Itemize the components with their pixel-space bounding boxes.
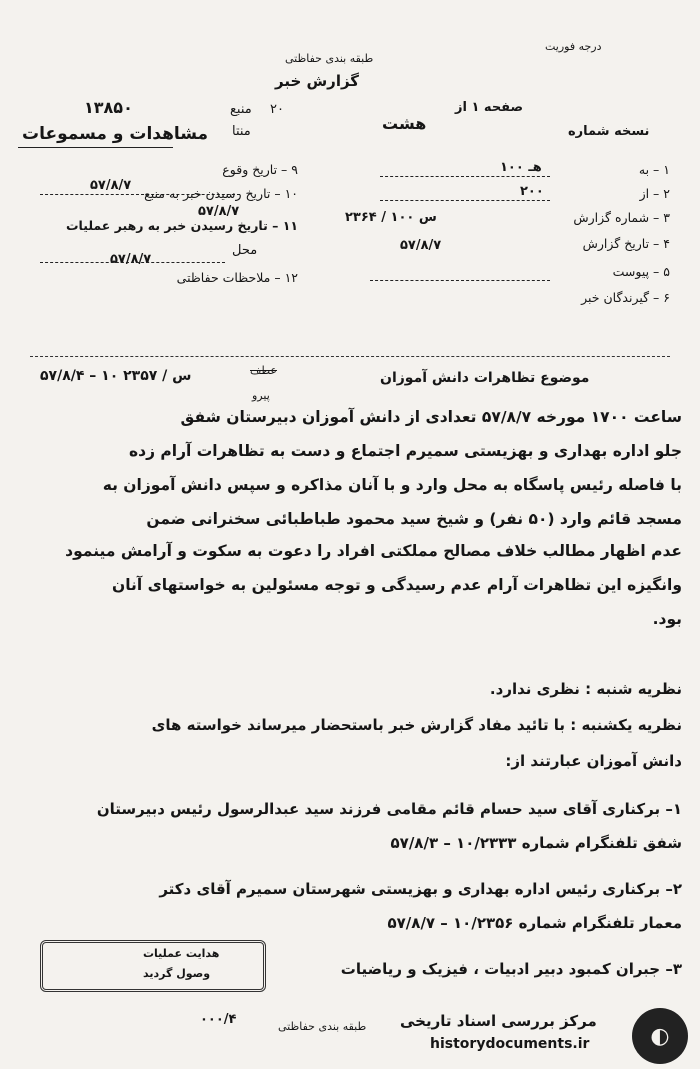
body-line-3: با فاصله رئیس پاسگاه به محل وارد و با آنان مذاکره و سپس دانش آموزان به [102, 476, 682, 494]
priority-label: درجه فوریت [545, 40, 602, 53]
demand-1-ref: شفق تلفنگرام شماره ۱۰/۲۳۳۳ – ۵۷/۸/۳ [390, 834, 682, 852]
receipt-stamp [40, 940, 266, 992]
demand-1: ۱– برکناری آقای سید حسام قائم مقامی فرزند سید عبدالرسول رئیس دبیرستان [96, 800, 682, 818]
watermark-fa: مرکز بررسی اسناد تاریخی [400, 1012, 597, 1030]
code-number: ۱۳۸۵۰ [84, 98, 133, 117]
left-field-11: ۱۱ – تاریخ رسیدن خبر به رهبر عملیات [65, 218, 298, 233]
left-field-place-value: ۵۷/۸/۷ [110, 252, 152, 267]
demand-2-ref: معمار تلفنگرام شماره ۱۰/۲۳۵۶ – ۵۷/۸/۷ [387, 914, 682, 932]
right-field-2-value: ۲۰۰ [520, 184, 544, 199]
page-label: صفحه ۱ از [455, 100, 524, 115]
region-label: منتا [232, 124, 251, 139]
opinion-sunday-cont: دانش آموزان عبارتند از: [505, 752, 682, 770]
form-title: گزارش خبر [275, 72, 360, 90]
subject-ref-number: ۵۷/۸/۴ – ۱۰ س / ۲۳۵۷ [40, 368, 192, 384]
copy-number-label: نسخه شماره [568, 124, 650, 139]
left-field-place-line [40, 262, 225, 263]
left-field-10-value: ۵۷/۸/۷ [198, 204, 240, 219]
follow-label: پیرو [252, 389, 270, 402]
right-field-5-line [370, 280, 550, 281]
source-value: ۲۰ [270, 102, 284, 117]
left-field-place: محل [232, 243, 258, 258]
right-field-5: ۵ – پیوست [612, 264, 670, 279]
left-field-10: ۱۰ – تاریخ رسیدن خبر به منبع [144, 186, 298, 201]
right-field-2-line [380, 200, 550, 201]
left-field-12: ۱۲ – ملاحظات حفاظتی [176, 270, 298, 285]
opinion-saturday: نظریه شنبه : نظری ندارد. [489, 680, 682, 698]
right-field-3-value: ۲۳۶۴ / ۱۰۰ س [345, 210, 437, 225]
body-line-6: وانگیزه این تظاهرات آرام عدم رسیدگی و توجه مسئولین به خواستهای آنان [112, 576, 682, 594]
classification-top: طبقه بندی حفاظتی [285, 52, 374, 65]
subject-label: موضوع تظاهرات دانش آموزان [380, 370, 590, 386]
classification-bottom: طبقه بندی حفاظتی [278, 1020, 367, 1033]
right-field-1-value: ۱۰۰ هـ [500, 160, 542, 175]
right-field-1-line [380, 176, 550, 177]
stamp-line-2: وصول گردید [143, 967, 211, 980]
category-underline [18, 147, 173, 148]
stamp-line-1: هدایت عملیات [143, 947, 220, 960]
subject-ref-prefix: عطف [250, 364, 277, 377]
body-line-5: عدم اظهار مطالب خلاف مصالح مملکتی افراد را دعوت به سکوت و آرامش مینمود [65, 542, 682, 560]
right-field-3: ۳ – شماره گزارش [573, 210, 670, 225]
demand-3: ۳– جبران کمبود دبیر ادبیات ، فیزیک و ریاضیات [340, 960, 682, 978]
source-label: منبع [230, 102, 252, 117]
body-line-2: جلو اداره بهداری و بهزیستی سمیرم اجتماع و دست به تظاهرات آرام زده [129, 442, 682, 460]
body-line-4: مسجد قائم وارد (۵۰ نفر) و شیخ سید محمود طباطبائی سخنرانی ضمن [146, 510, 682, 528]
right-field-2: ۲ – از [639, 186, 670, 201]
right-field-4: ۴ – تاریخ گزارش [582, 236, 670, 251]
left-field-9-value: ۵۷/۸/۷ [90, 178, 132, 193]
watermark-en: historydocuments.ir [430, 1036, 590, 1052]
page-number: ۰۰۰/۴ [200, 1012, 237, 1027]
demand-2: ۲– برکناری رئیس اداره بهداری و بهزیستی شهرستان سمیرم آقای دکتر [159, 880, 682, 898]
archive-logo-icon: ◐ [632, 1008, 688, 1064]
opinion-sunday: نظریه یکشنبه : با تائید مفاد گزارش خبر باستحضار میرساند خواسته های [151, 716, 682, 734]
category-label: مشاهدات و مسموعات [22, 124, 209, 144]
right-field-1: ۱ – به [638, 162, 670, 177]
body-line-1: ساعت ۱۷۰۰ مورخه ۵۷/۸/۷ تعدادی از دانش آموزان دبیرستان شفق [180, 408, 682, 426]
right-field-4-value: ۵۷/۸/۷ [400, 238, 442, 253]
left-field-9: ۹ – تاریخ وقوع [222, 162, 298, 177]
page-of: هشت [382, 114, 427, 133]
header-divider [30, 356, 670, 357]
body-line-7: بود. [652, 610, 682, 628]
right-field-6: ۶ – گیرندگان خبر [581, 290, 670, 305]
